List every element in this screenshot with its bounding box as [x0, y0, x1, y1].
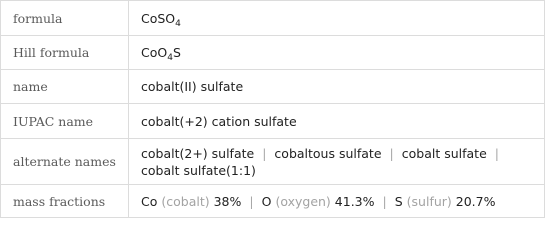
hill-subscript: 4 — [167, 53, 173, 63]
hill-formula-value — [129, 36, 545, 70]
hill-tail: S — [172, 45, 181, 60]
alternate-names-line-2 — [141, 162, 534, 179]
name-label: name — [1, 70, 129, 104]
mass-fractions-value — [129, 185, 545, 218]
element-name: (oxygen) — [275, 193, 331, 209]
separator: | — [382, 193, 387, 209]
formula-value — [129, 1, 545, 36]
alternate-names-value — [129, 139, 545, 185]
element-name: (sulfur) — [406, 193, 452, 209]
alternate-names-row — [1, 139, 545, 185]
hill-formula-row — [1, 36, 545, 70]
formula-subscript: 4 — [175, 18, 181, 29]
element-percent: 41.3% — [334, 193, 375, 209]
element-name: (cobalt) — [161, 193, 210, 209]
element-symbol: Co — [141, 193, 158, 209]
alternate-name: cobaltous sulfate — [274, 145, 382, 161]
element-percent: 38% — [213, 193, 242, 209]
separator: | — [389, 145, 394, 161]
alternate-names-line-1 — [141, 145, 534, 162]
alternate-name: cobalt(2+) sulfate — [141, 145, 255, 161]
formula-label: formula — [1, 1, 129, 36]
hill-main: CoO — [141, 45, 168, 60]
element-percent: 20.7% — [455, 193, 496, 209]
hill-formula-label: Hill formula — [1, 36, 129, 70]
mass-fractions-row — [1, 185, 545, 218]
name-row — [1, 70, 545, 104]
mass-fractions-label: mass fractions — [1, 185, 129, 218]
separator: | — [249, 193, 254, 209]
separator: | — [494, 145, 499, 161]
iupac-name-row — [1, 104, 545, 139]
iupac-name-label: IUPAC name — [1, 104, 129, 139]
alternate-name: cobalt sulfate(1:1) — [141, 162, 256, 178]
formula-row — [1, 1, 545, 36]
alternate-names-label: alternate names — [1, 139, 129, 185]
alternate-name: cobalt sulfate — [401, 145, 487, 161]
formula-main: CoSO — [141, 10, 176, 26]
iupac-name-value: cobalt(+2) cation sulfate — [129, 104, 545, 139]
element-symbol: O — [261, 193, 272, 209]
element-symbol: S — [394, 193, 403, 209]
separator: | — [262, 145, 267, 161]
name-value: cobalt(II) sulfate — [129, 70, 545, 104]
